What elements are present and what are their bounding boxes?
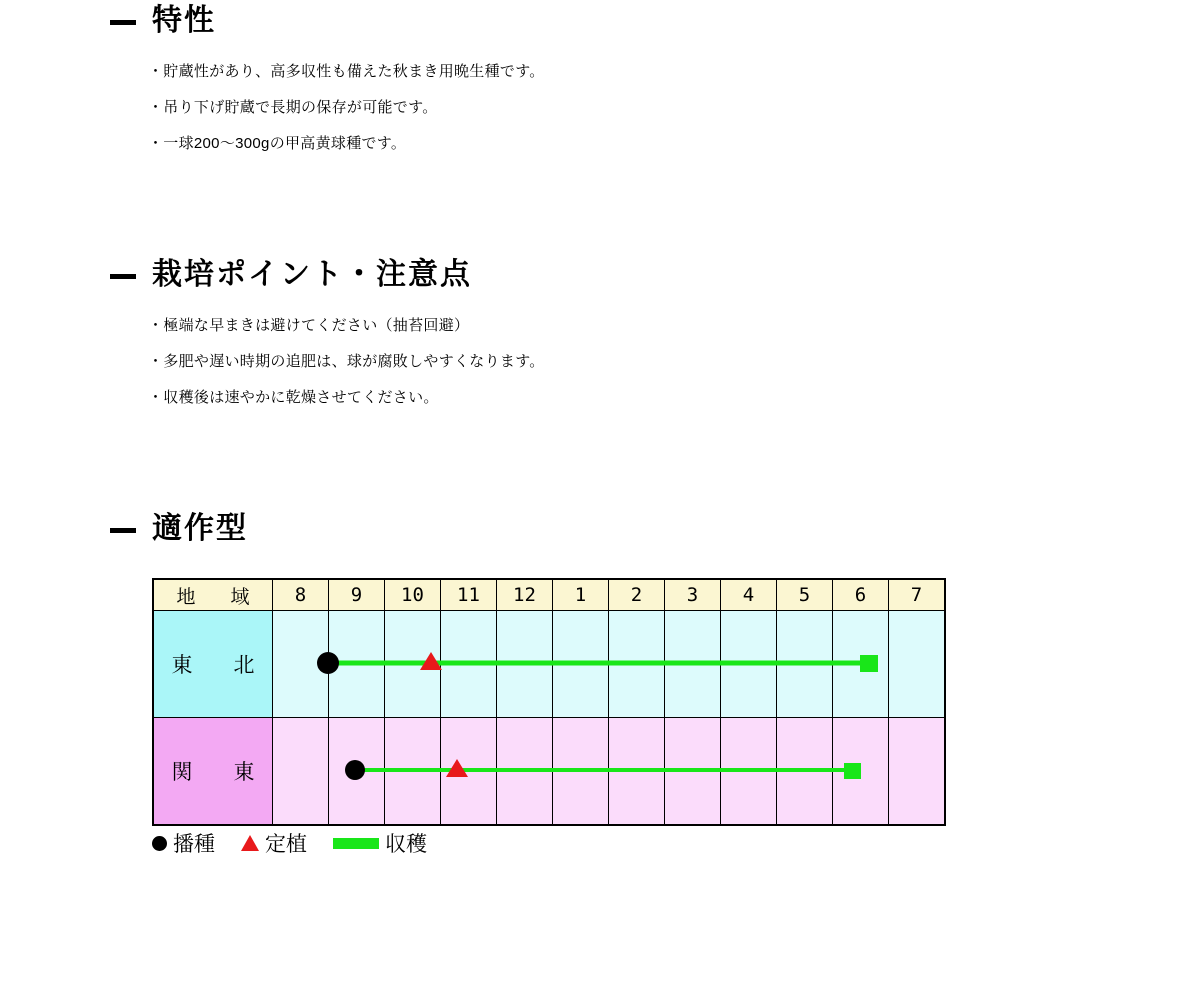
list-item: ・極端な早まきは避けてください（抽苔回避） — [148, 317, 470, 334]
schedule-cell — [497, 611, 553, 718]
schedule-cell — [777, 718, 833, 826]
region-label: 関 東 — [153, 718, 273, 826]
schedule-cell — [385, 718, 441, 826]
column-header-month: 4 — [721, 579, 777, 611]
section-suitable-cropping — [0, 512, 1200, 545]
schedule-cell — [833, 718, 889, 826]
legend-item-planting — [241, 828, 307, 858]
schedule-cell — [273, 611, 329, 718]
triangle-marker-icon — [241, 835, 259, 851]
table-row — [153, 611, 945, 718]
section-characteristics — [0, 4, 1200, 170]
dash-icon — [110, 20, 136, 25]
dash-icon — [110, 274, 136, 279]
table-header-row — [153, 579, 945, 611]
section-title: 特性 — [152, 3, 216, 38]
column-header-month: 8 — [273, 579, 329, 611]
schedule-cell — [609, 611, 665, 718]
legend-label: 播種 — [173, 833, 215, 856]
schedule-cell — [889, 611, 946, 718]
schedule-cell — [553, 718, 609, 826]
column-header-month: 11 — [441, 579, 497, 611]
section-heading — [0, 4, 1200, 37]
schedule-cell — [889, 718, 946, 826]
section-heading — [0, 512, 1200, 545]
table-header — [153, 579, 945, 611]
section-title: 栽培ポイント・注意点 — [152, 257, 472, 292]
legend-label: 定植 — [265, 833, 307, 856]
schedule-cell — [777, 611, 833, 718]
list-item: ・収穫後は速やかに乾燥させてください。 — [148, 388, 439, 406]
column-header-region: 地 域 — [153, 579, 273, 611]
schedule-cell — [553, 611, 609, 718]
schedule-cell — [609, 718, 665, 826]
column-header-month: 2 — [609, 579, 665, 611]
list-item: ・一球200〜300gの甲高黄球種です。 — [148, 134, 407, 152]
circle-marker-icon — [152, 836, 167, 851]
schedule-cell — [665, 718, 721, 826]
list-item: ・貯蔵性があり、高多収性も備えた秋まき用晩生種です。 — [148, 63, 545, 80]
schedule-cell — [665, 611, 721, 718]
section-title: 適作型 — [152, 511, 248, 546]
region-label: 東 北 — [153, 611, 273, 718]
section-heading — [0, 258, 1200, 291]
legend — [152, 828, 453, 858]
column-header-month: 1 — [553, 579, 609, 611]
schedule-cell — [441, 718, 497, 826]
schedule-cell — [497, 718, 553, 826]
schedule-cell — [273, 718, 329, 826]
legend-label: 収穫 — [385, 833, 427, 856]
column-header-month: 12 — [497, 579, 553, 611]
bar-marker-icon — [333, 838, 379, 849]
list-item: ・多肥や遅い時期の追肥は、球が腐敗しやすくなります。 — [148, 352, 545, 370]
table-row — [153, 718, 945, 826]
column-header-month: 3 — [665, 579, 721, 611]
schedule-cell — [385, 611, 441, 718]
bullet-list — [0, 317, 1200, 407]
cropping-table — [152, 578, 946, 826]
legend-item-sowing — [152, 828, 215, 858]
schedule-cell — [721, 718, 777, 826]
schedule-cell — [721, 611, 777, 718]
legend-item-harvest — [333, 828, 427, 858]
schedule-cell — [833, 611, 889, 718]
column-header-month: 5 — [777, 579, 833, 611]
schedule-cell — [441, 611, 497, 718]
cropping-calendar — [152, 578, 946, 826]
schedule-cell — [329, 718, 385, 826]
table-body — [153, 611, 945, 826]
column-header-month: 10 — [385, 579, 441, 611]
column-header-month: 9 — [329, 579, 385, 611]
schedule-cell — [329, 611, 385, 718]
dash-icon — [110, 528, 136, 533]
bullet-list — [0, 63, 1200, 153]
section-cultivation-points — [0, 258, 1200, 424]
column-header-month: 6 — [833, 579, 889, 611]
column-header-month: 7 — [889, 579, 946, 611]
list-item: ・吊り下げ貯蔵で長期の保存が可能です。 — [148, 98, 438, 116]
